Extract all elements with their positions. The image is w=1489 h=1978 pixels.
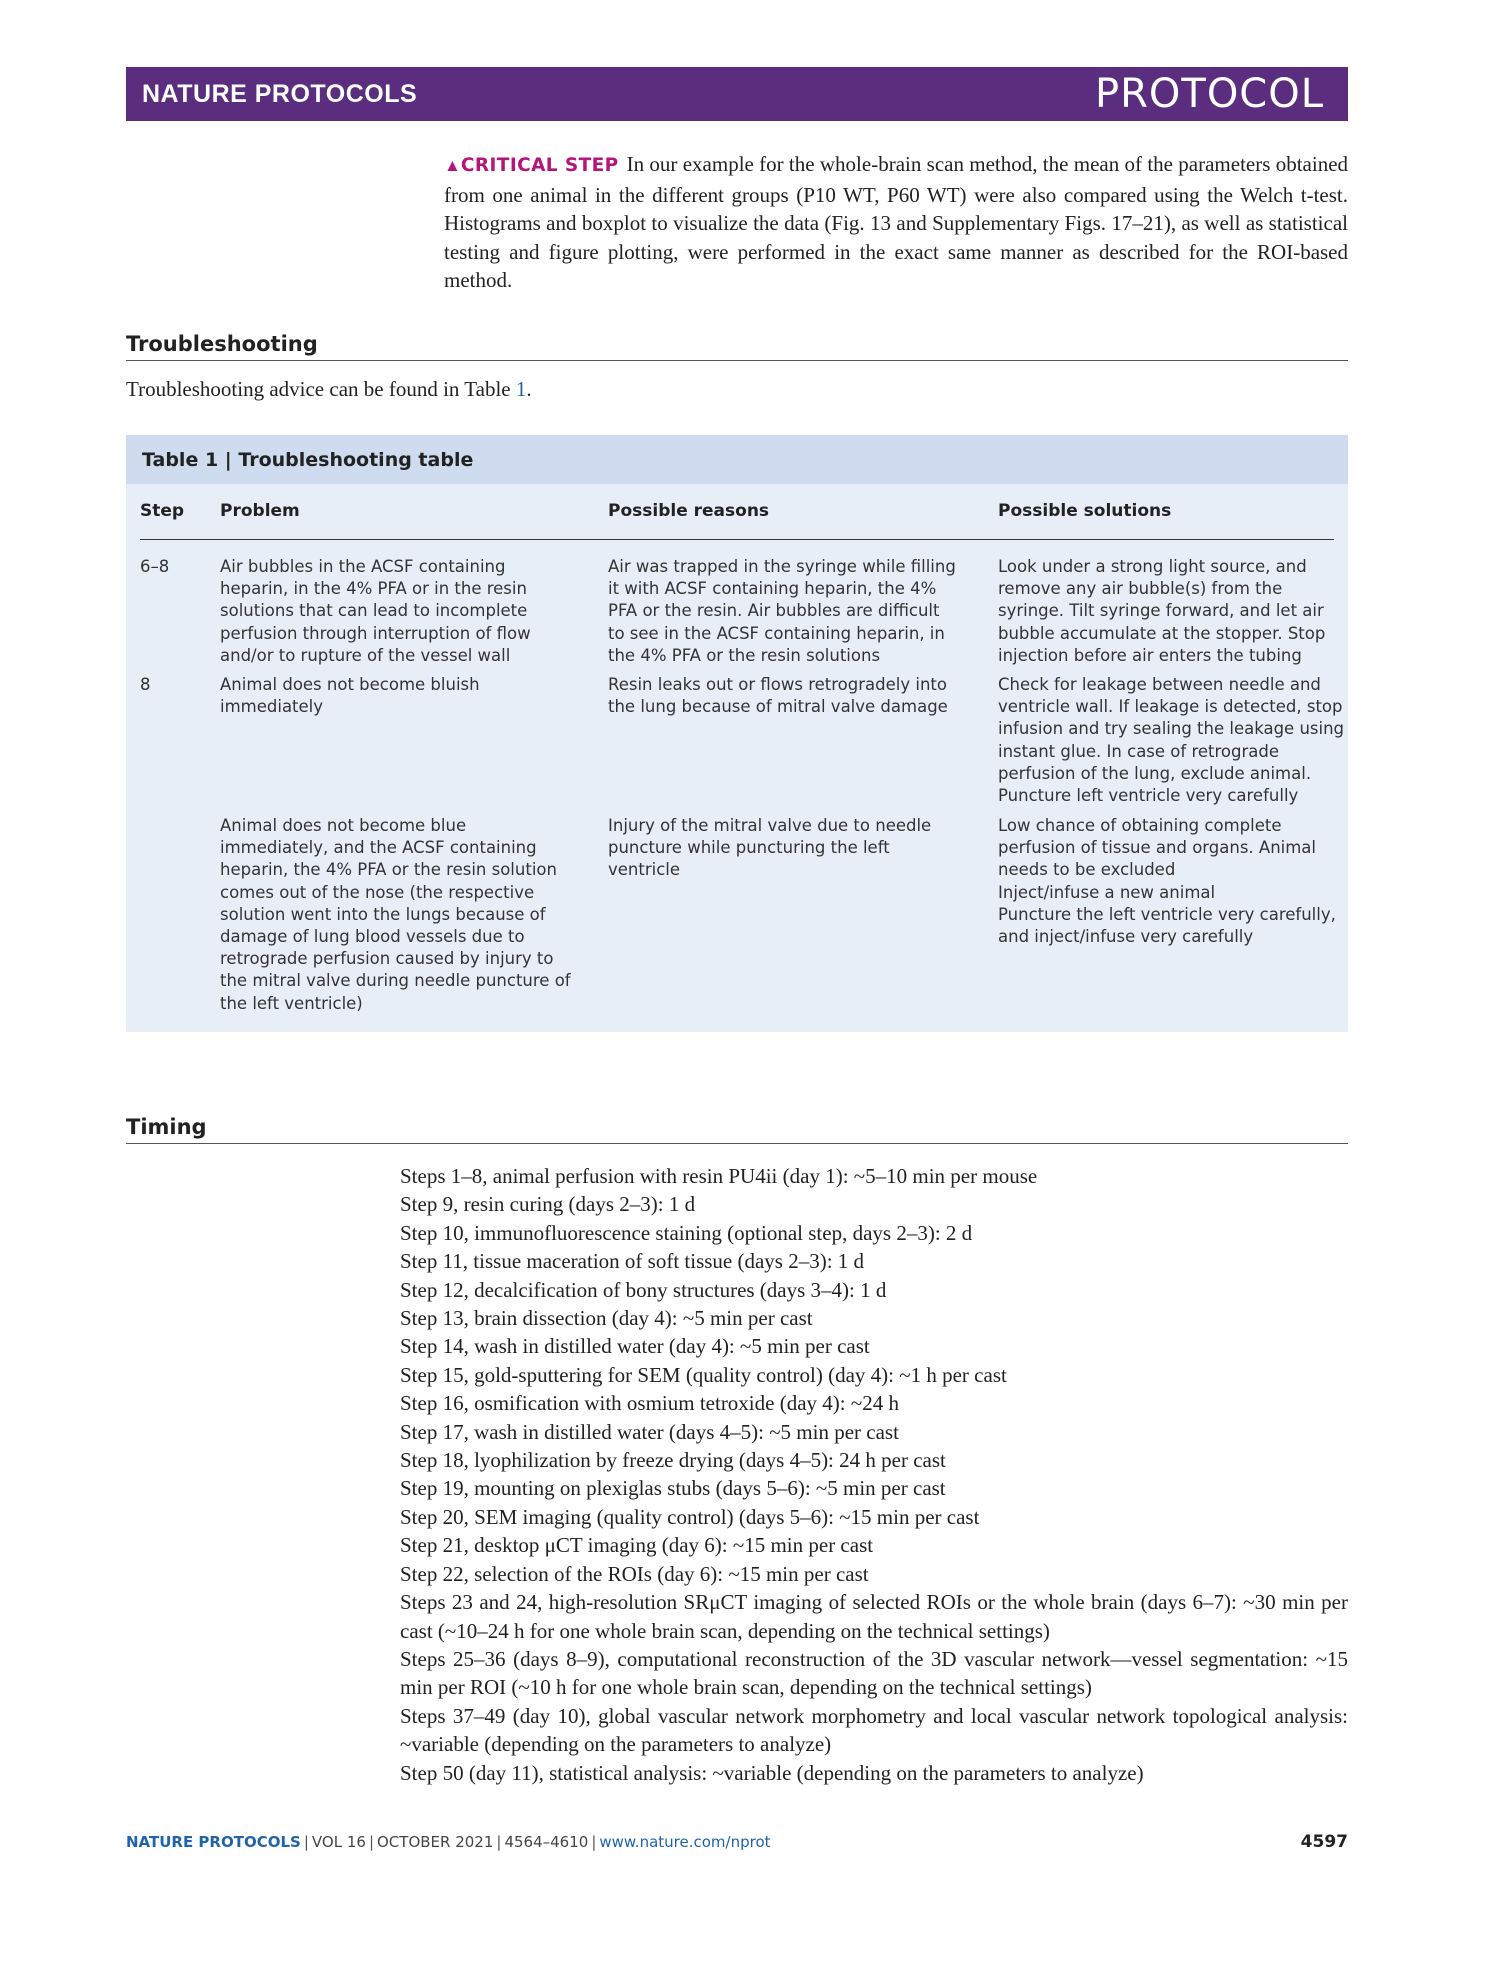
article-type: PROTOCOL (1094, 71, 1324, 117)
critical-step-label: CRITICAL STEP (460, 155, 619, 176)
timing-item: Step 10, immunofluorescence staining (optional step, days 2–3): 2 d (400, 1220, 973, 1245)
column-header-solutions: Possible solutions (998, 501, 1172, 521)
timing-item: Step 50 (day 11), statistical analysis: ~variable (depending on the parameters to analyze) (400, 1760, 1144, 1785)
troubleshooting-text-end: . (526, 377, 532, 401)
timing-item: Step 11, tissue maceration of soft tissue (days 2–3): 1 d (400, 1249, 865, 1274)
timing-heading: Timing (126, 1115, 1348, 1144)
row-1-reasons: Air was trapped in the syringe while filling it with ACSF containing heparin, the 4% PFA or the resin. Air bubbles are difficult to see in the ACSF containing heparin, in the 4% PFA or the resin solutions (608, 557, 956, 665)
timing-item: Step 13, brain dissection (day 4): ~5 min per cast (400, 1306, 813, 1331)
journal-header-bar (126, 67, 1348, 121)
timing-item: Step 9, resin curing (days 2–3): 1 d (400, 1192, 696, 1217)
page-footer (126, 1832, 1348, 1852)
critical-line-2: obtained from one animal in the different groups (P10 WT, P60 WT) were also compared using the (444, 152, 1349, 207)
row-3-reasons: Injury of the mitral valve due to needle puncture while puncturing the left ventricle (608, 816, 932, 880)
footer-pages: 4564–4610 (504, 1833, 589, 1851)
column-header-step: Step (140, 501, 185, 521)
column-header-reasons: Possible reasons (608, 501, 770, 521)
row-1-step: 6–8 (140, 557, 170, 576)
page-number: 4597 (1300, 1832, 1348, 1852)
timing-list (400, 1162, 1348, 1787)
timing-item: Step 20, SEM imaging (quality control) (days 5–6): ~15 min per cast (400, 1504, 980, 1529)
timing-item: Steps 25–36 (days 8–9), computational reconstruction of the 3D vascular network—vessel segmentation: ~15 min per ROI (~10 h for one whole brain scan, depending on the technical settings) (400, 1646, 1348, 1700)
row-2-problem: Animal does not become bluish immediately (220, 675, 480, 717)
troubleshooting-heading: Troubleshooting (126, 332, 1348, 361)
timing-item: Step 14, wash in distilled water (day 4): ~5 min per cast (400, 1334, 870, 1359)
critical-line-4: as well as statistical testing and figure plotting, were performed in the exact same manner as (444, 211, 1348, 264)
row-2-reasons: Resin leaks out or flows retrogradely into the lung because of mitral valve damage (608, 675, 948, 717)
footer-volume: VOL 16 (311, 1833, 366, 1851)
timing-item: Step 22, selection of the ROIs (day 6): ~15 min per cast (400, 1561, 869, 1586)
timing-item: Steps 37–49 (day 10), global vascular network morphometry and local vascular network topological analysis: ~variable (depending on the parameters to analyze) (400, 1703, 1348, 1757)
timing-item: Steps 1–8, animal perfusion with resin PU4ii (day 1): ~5–10 min per mouse (400, 1164, 1038, 1188)
critical-line-1: In our example for the whole-brain scan method, the mean of the parameters (626, 152, 1271, 176)
table-header-rule (140, 539, 1334, 540)
row-1-solutions: Look under a strong light source, and remove any air bubble(s) from the syringe. Tilt syringe forward, and let air bubble accumulate at the stopper. Stop injection before air enters the tubing (998, 557, 1326, 665)
row-3-solutions: Low chance of obtaining complete perfusion of tissue and organs. Animal needs to be excluded Inject/infuse a new animal Puncture the left ventricle very carefully, and inject/infuse very carefully (998, 816, 1336, 947)
timing-item: Step 17, wash in distilled water (days 4–5): ~5 min per cast (400, 1419, 899, 1444)
table-title: Table 1 | Troubleshooting table (126, 435, 1348, 484)
troubleshooting-table (126, 435, 1348, 1032)
footer-url-link[interactable]: www.nature.com/nprot (599, 1833, 771, 1851)
critical-step-paragraph (444, 150, 1348, 295)
row-1-problem: Air bubbles in the ACSF containing heparin, in the 4% PFA or in the resin solutions that can lead to incomplete perfusion through interruption of flow and/or to rupture of the vessel wall (220, 557, 531, 665)
critical-line-5: described for the ROI-based method. (444, 239, 1349, 293)
journal-name: NATURE PROTOCOLS (142, 79, 418, 108)
table-reference-link[interactable]: 1 (515, 377, 527, 401)
critical-triangle-icon: ▲ (444, 156, 461, 175)
footer-journal: NATURE PROTOCOLS (126, 1833, 301, 1851)
timing-item: Step 12, decalcification of bony structures (days 3–4): 1 d (400, 1277, 887, 1302)
timing-item: Step 18, lyophilization by freeze drying (days 4–5): 24 h per cast (400, 1448, 946, 1473)
timing-item: Step 15, gold-sputtering for SEM (quality control) (day 4): ~1 h per cast (400, 1362, 1007, 1387)
troubleshooting-text: Troubleshooting advice can be found in Table (126, 377, 516, 401)
footer-citation: NATURE PROTOCOLS | VOL 16 | OCTOBER 2021 | 4564–4610 | www.nature.com/nprot (126, 1833, 771, 1851)
timing-item: Step 21, desktop μCT imaging (day 6): ~15 min per cast (400, 1533, 874, 1558)
column-header-problem: Problem (220, 501, 300, 521)
footer-date: OCTOBER 2021 (377, 1833, 494, 1851)
critical-line-3: Welch t-test. Histograms and boxplot to visualize the data (Fig. 13 and Supplementary Figs. 17–21), (444, 182, 1348, 236)
troubleshooting-paragraph (126, 377, 532, 402)
row-2-solutions: Check for leakage between needle and ventricle wall. If leakage is detected, stop infusion and try sealing the leakage using instant glue. In case of retrograde perfusion of the lung, exclude animal. Puncture left ventricle very carefully (998, 675, 1345, 806)
timing-item: Step 16, osmification with osmium tetroxide (day 4): ~24 h (400, 1391, 899, 1416)
row-3-problem: Animal does not become blue immediately, and the ACSF containing heparin, the 4% PFA or the resin solution comes out of the nose (the respective solution went into the lungs because of damage of lung blood vessels due to retrograde perfusion caused by injury to the mitral valve during needle puncture of the left ventricle) (220, 816, 571, 1013)
timing-item: Steps 23 and 24, high-resolution SRμCT imaging of selected ROIs or the whole brain (days 6–7): ~30 min per cast (~10–24 h for one whole brain scan, depending on the technical settings) (400, 1590, 1348, 1643)
row-2-step: 8 (140, 675, 151, 694)
timing-item: Step 19, mounting on plexiglas stubs (days 5–6): ~5 min per cast (400, 1476, 946, 1501)
